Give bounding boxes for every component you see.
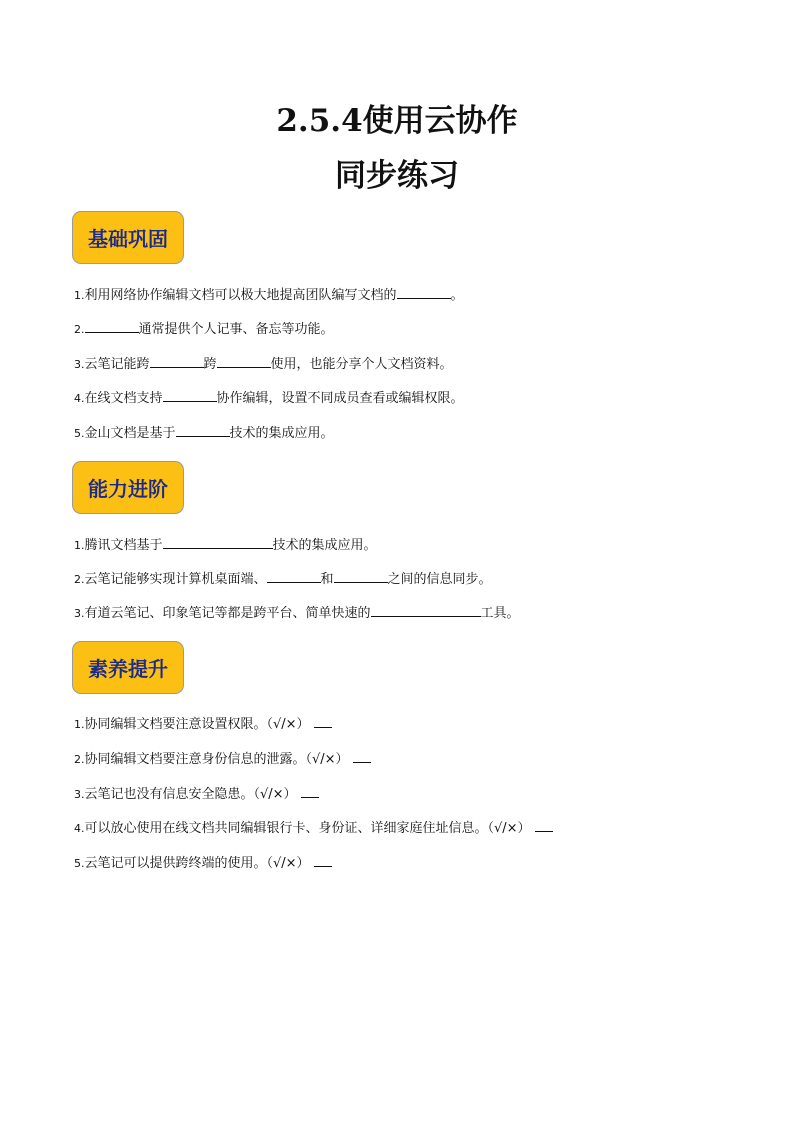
question-text: 协作编辑，设置不同成员查看或编辑权限。	[216, 391, 464, 406]
question-number: 2.	[74, 753, 85, 766]
question-text: 协同编辑文档要注意设置权限。（√/×）	[84, 717, 310, 732]
question-literacy-5	[74, 854, 332, 873]
question-text: 通常提供个人记事、备忘等功能。	[138, 322, 334, 337]
question-advanced-1	[74, 536, 377, 555]
answer-blank[interactable]	[353, 750, 371, 763]
question-number: 4.	[74, 392, 85, 405]
section-badge-advanced: 能力进阶	[72, 461, 184, 514]
answer-blank[interactable]	[163, 389, 217, 402]
question-number: 3.	[74, 607, 85, 620]
question-literacy-3	[74, 785, 319, 804]
answer-blank[interactable]	[267, 570, 321, 583]
question-basic-3	[74, 355, 453, 374]
question-text: 工具。	[480, 606, 520, 621]
answer-blank[interactable]	[85, 320, 139, 333]
question-basic-4	[74, 389, 464, 408]
question-literacy-1	[74, 715, 332, 734]
question-text: 云笔记能够实现计算机桌面端、	[84, 572, 267, 587]
question-basic-5	[74, 424, 334, 443]
answer-blank[interactable]	[314, 854, 332, 867]
question-text: 可以放心使用在线文档共同编辑银行卡、身份证、详细家庭住址信息。（√/×）	[84, 821, 531, 836]
question-text: 之间的信息同步。	[387, 572, 492, 587]
answer-blank[interactable]	[397, 286, 451, 299]
question-advanced-2	[74, 570, 492, 589]
answer-blank[interactable]	[301, 785, 319, 798]
question-text: 跨	[203, 357, 217, 372]
question-text: 技术的集成应用。	[229, 426, 334, 441]
question-number: 4.	[74, 822, 85, 835]
question-text: 金山文档是基于	[84, 426, 176, 441]
answer-blank[interactable]	[176, 424, 230, 437]
question-text: 使用，也能分享个人文档资料。	[270, 357, 453, 372]
answer-blank[interactable]	[217, 355, 271, 368]
question-text: 腾讯文档基于	[84, 538, 163, 553]
question-basic-2	[74, 320, 334, 339]
question-text: 和	[320, 572, 334, 587]
question-basic-1	[74, 286, 464, 305]
question-number: 1.	[74, 289, 85, 302]
question-text: 云笔记也没有信息安全隐患。（√/×）	[84, 787, 297, 802]
answer-blank[interactable]	[371, 604, 481, 617]
question-number: 2.	[74, 573, 85, 586]
page-subtitle: 同步练习	[335, 158, 459, 194]
question-text: 技术的集成应用。	[272, 538, 377, 553]
answer-blank[interactable]	[163, 536, 273, 549]
question-number: 5.	[74, 857, 85, 870]
question-text: 协同编辑文档要注意身份信息的泄露。（√/×）	[84, 752, 349, 767]
question-number: 5.	[74, 427, 85, 440]
answer-blank[interactable]	[150, 355, 204, 368]
page-title: 2.5.4使用云协作	[276, 103, 518, 139]
section-badge-basic: 基础巩固	[72, 211, 184, 264]
question-number: 3.	[74, 358, 85, 371]
question-text: 云笔记能跨	[84, 357, 150, 372]
question-number: 2.	[74, 323, 85, 336]
question-number: 3.	[74, 788, 85, 801]
question-text: 云笔记可以提供跨终端的使用。（√/×）	[84, 856, 310, 871]
question-advanced-3	[74, 604, 520, 623]
question-number: 1.	[74, 539, 85, 552]
answer-blank[interactable]	[314, 715, 332, 728]
question-number: 1.	[74, 718, 85, 731]
question-text: 利用网络协作编辑文档可以极大地提高团队编写文档的	[84, 288, 397, 303]
question-text: 在线文档支持	[84, 391, 163, 406]
question-literacy-2	[74, 750, 371, 769]
question-text: 有道云笔记、印象笔记等都是跨平台、简单快速的	[84, 606, 371, 621]
section-badge-literacy: 素养提升	[72, 641, 184, 694]
question-literacy-4	[74, 819, 553, 838]
answer-blank[interactable]	[535, 819, 553, 832]
answer-blank[interactable]	[334, 570, 388, 583]
question-text: 。	[450, 288, 464, 303]
